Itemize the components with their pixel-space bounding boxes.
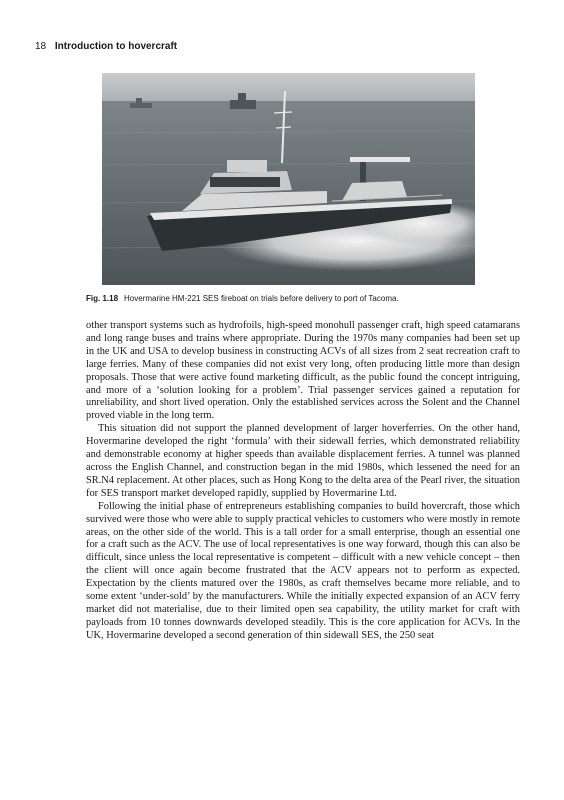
figure-label: Fig. 1.18: [86, 294, 119, 303]
paragraph: Following the initial phase of entrepreneurs establishing companies to build hovercraft, those which survived were those who were able to supply practical vehicles to customers who were mostly in remote areas, on the other side of the world. This is a tall order for a small enterprise, though an essential one for a craft such as the ACV. The use of local representatives is one way forward, though this can also be difficult, since unless the local representative is competent – difficult with a new vehicle concept – then the client will once again become frustrated that the ACV appears not to perform as expected. Expectation by the clients matured over the 1980s, as craft themselves became more reliable, and to some extent ‘under-sold’ by the manufacturers. While the initially expected expansion of an ACV ferry market did not materialise, due to their limited open sea capability, the utility market for craft with payloads from 10 tonnes downwards developed steadily. This is the core application for ACVs. In the UK, Hovermarine developed a second generation of thin sidewall SES, the 250 seat: [86, 500, 520, 641]
running-header: [35, 41, 177, 52]
paragraph: This situation did not support the planned development of larger hoverferries. On the other hand, Hovermarine developed the right ‘formula’ with their sidewall ferries, which demonstrated reliability and demonstrable economy at higher speeds than available displacement ferries. A tunnel was planned across the English Channel, and construction began in the mid 1980s, which lessened the need for an SR.N4 replacement. At other places, such as Hong Kong to the delta area of the Pearl river, the situation for SES transport market developed rapidly, supplied by Hovermarine Ltd.: [86, 423, 520, 499]
page-number: 18: [35, 41, 47, 52]
running-title: Introduction to hovercraft: [54, 41, 178, 52]
body-text: [86, 320, 520, 643]
fireboat-photo: [102, 73, 475, 285]
figure-caption-text: Hovermarine HM-221 SES fireboat on trials before delivery to port of Tacoma.: [124, 294, 399, 303]
figure-caption: [86, 293, 516, 304]
paragraph: other transport systems such as hydrofoils, high-speed monohull passenger craft, high speed catamarans and long range buses and trains where appropriate. During the 1970s many companies had been set up in the UK and USA to develop business in constructing ACVs of all sizes from 2 seat recreation craft to large ferries. Many of these companies did not exist very long, often producing little more than design proposals. Those that were active found marketing difficult, as the public found the concept intriguing, and more of a ‘solution looking for a problem’. Trial passenger services gained a reputation for unreliability, and short lived operation. Only the established services across the Solent and the Channel proved viable in the long term.: [86, 320, 520, 422]
